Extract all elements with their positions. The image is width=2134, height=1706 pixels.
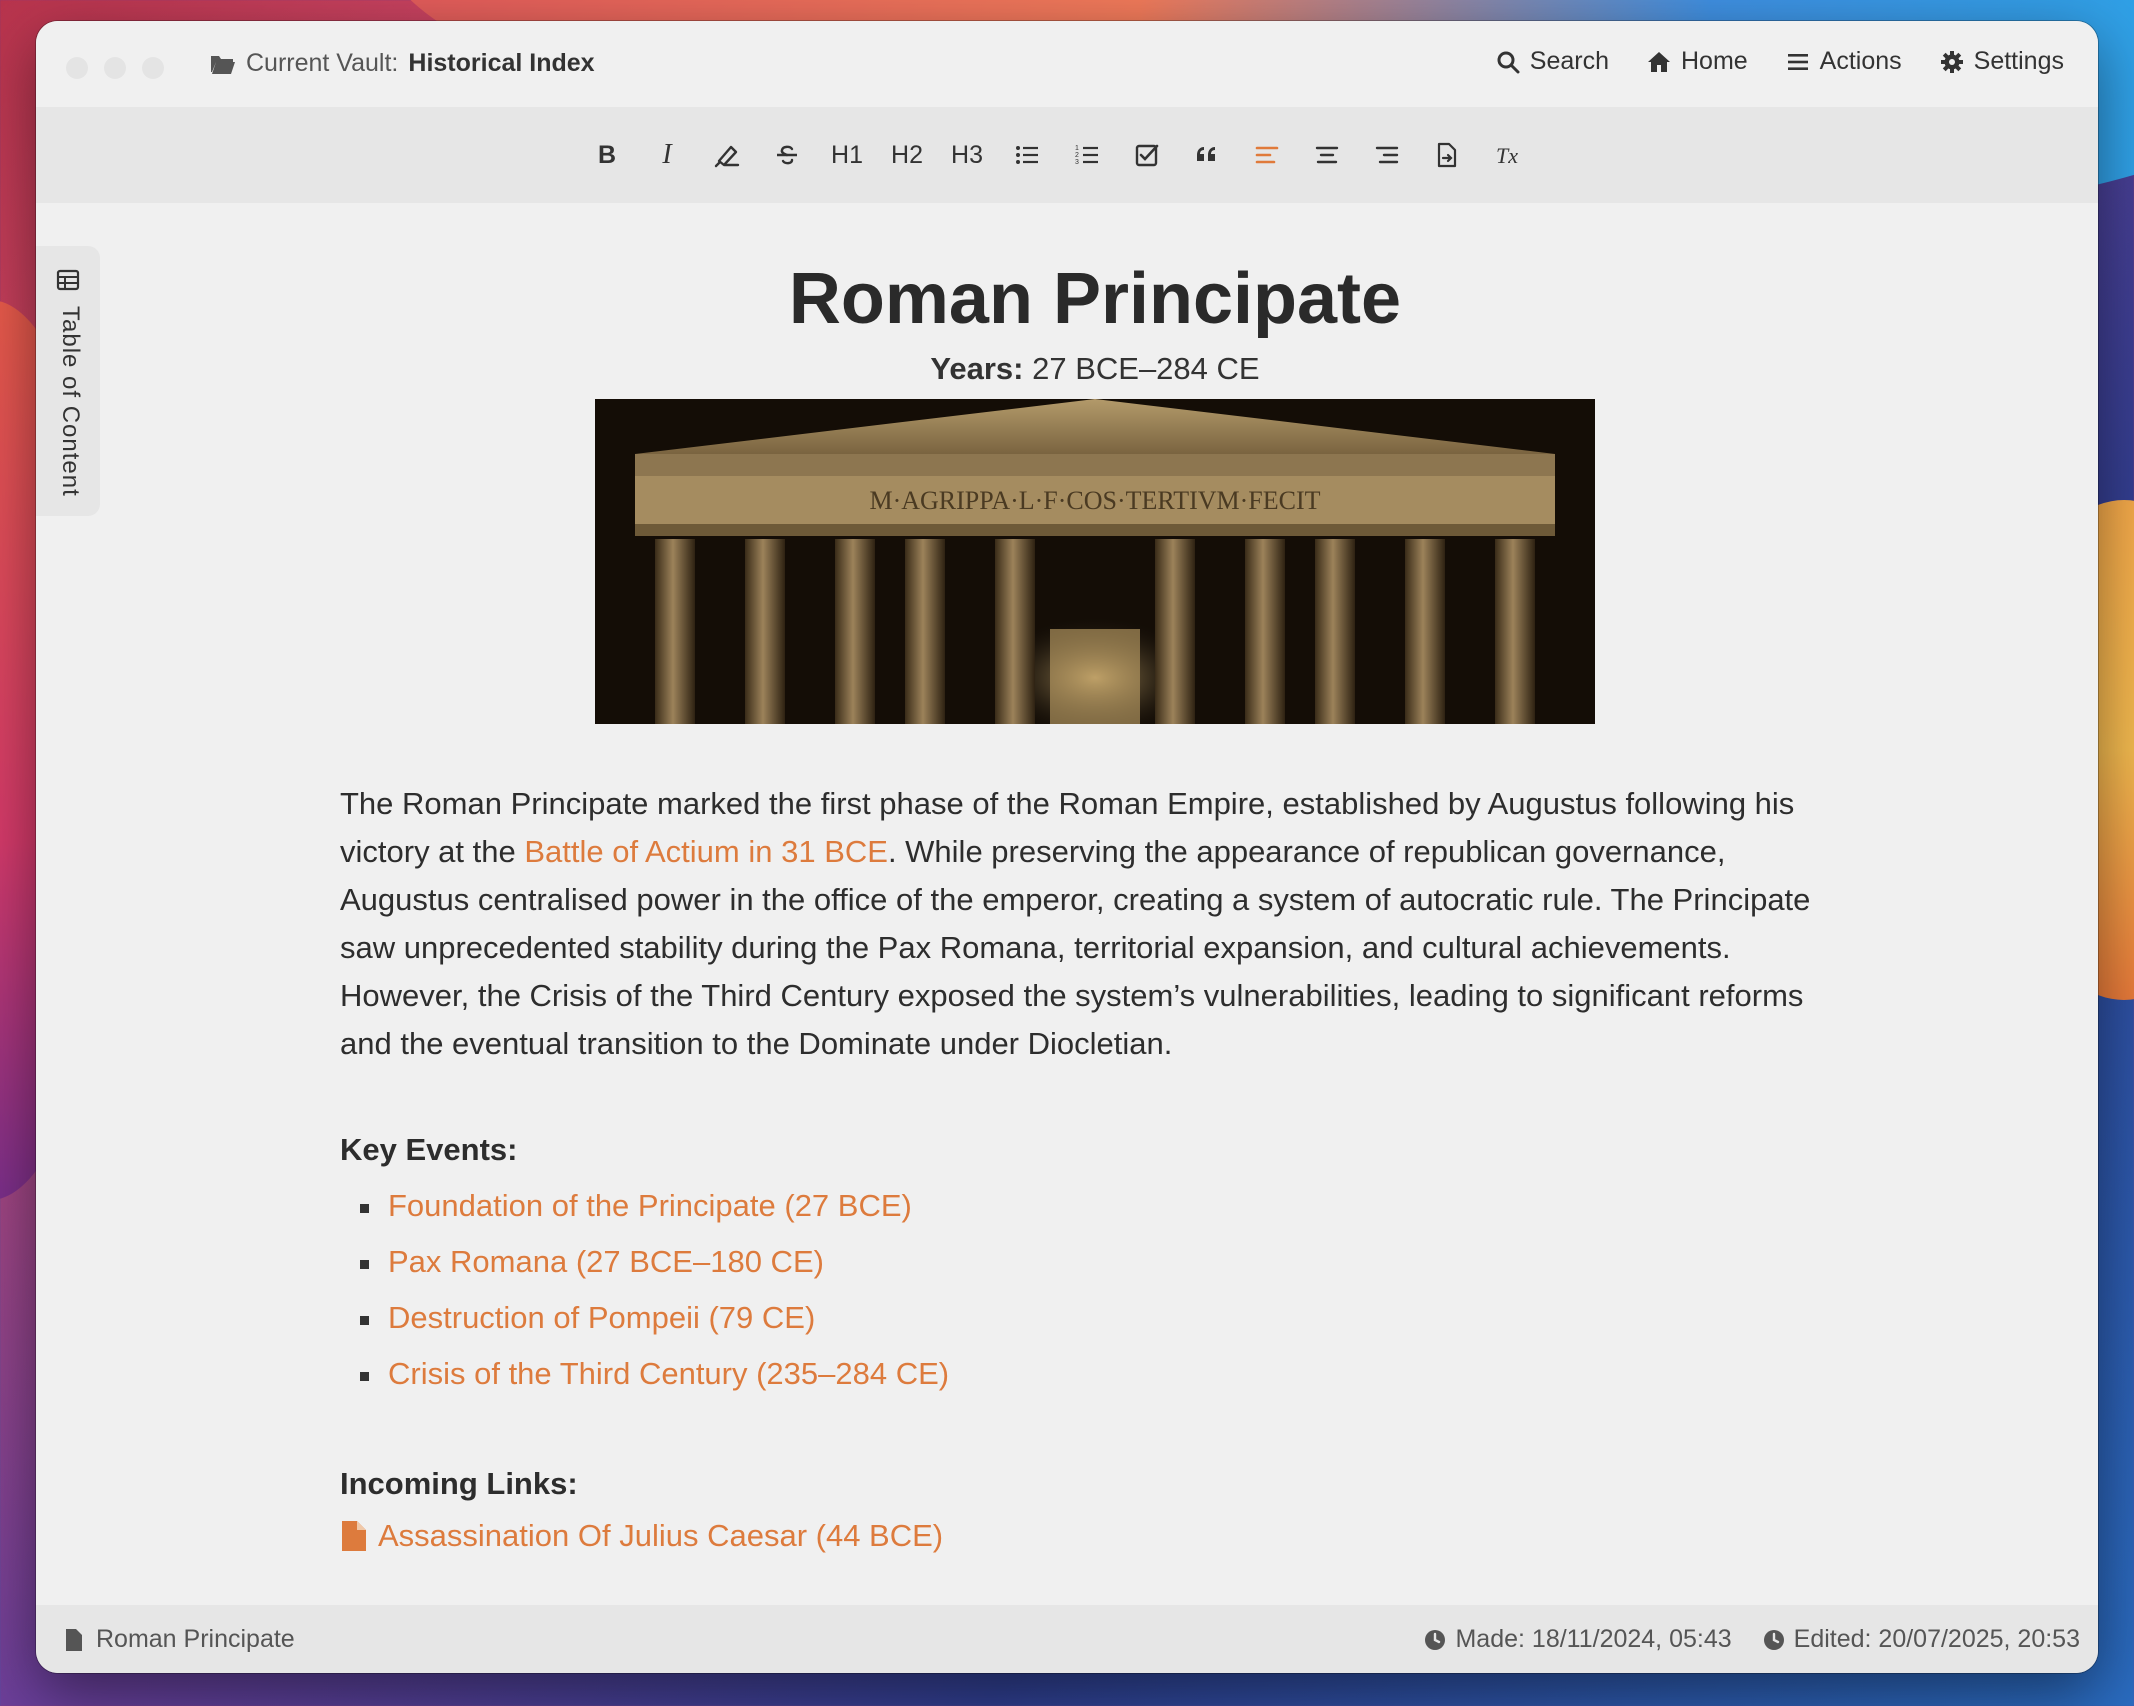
hero-inscription: M·AGRIPPA·L·F·COS·TERTIVM·FECIT bbox=[869, 486, 1321, 515]
numbered-list-button[interactable] bbox=[1057, 125, 1117, 185]
clock-icon bbox=[1423, 1628, 1447, 1652]
settings-button[interactable] bbox=[1940, 47, 2064, 76]
search-icon bbox=[1496, 50, 1520, 74]
window-controls bbox=[66, 57, 164, 79]
page-title: Roman Principate bbox=[788, 259, 1402, 339]
pantheon-image bbox=[595, 399, 1595, 724]
file-export-icon bbox=[1433, 141, 1461, 169]
summary-paragraph bbox=[340, 780, 1850, 1068]
edited-timestamp: Edited: 20/07/2025, 20:53 bbox=[1793, 1625, 2080, 1653]
strikethrough-button[interactable] bbox=[757, 125, 817, 185]
status-doc-name: Roman Principate bbox=[96, 1625, 295, 1653]
quote-icon bbox=[1193, 141, 1221, 169]
svg-text:1: 1 bbox=[1075, 145, 1079, 152]
event-link-foundation[interactable]: Foundation of the Principate (27 BCE) bbox=[388, 1188, 912, 1223]
bold-button[interactable]: B bbox=[597, 140, 617, 169]
incoming-link[interactable]: Assassination Of Julius Caesar (44 BCE) bbox=[378, 1518, 944, 1553]
actions-button[interactable] bbox=[1786, 47, 1902, 76]
made-timestamp: Made: 18/11/2024, 05:43 bbox=[1455, 1625, 1732, 1653]
document-icon bbox=[62, 1628, 86, 1652]
home-label: Home bbox=[1680, 47, 1748, 75]
align-left-button[interactable] bbox=[1237, 125, 1297, 185]
clear-format-icon bbox=[1493, 141, 1521, 169]
event-link-pompeii[interactable]: Destruction of Pompeii (79 CE) bbox=[388, 1300, 816, 1335]
summary-text-end: . While preserving the appearance of republican governance, Augustus centralised power in the office of the emperor, creating a system of autocratic rule. The Principate saw unprecedented stability during the Pax Romana, territorial expansion, and cultural achievements. However, the Crisis of the Third Century exposed the system’s vulnerabilities, leading to significant reforms and the eventual transition to the Dominate under Diocletian. bbox=[340, 834, 1811, 1061]
bullet-list-icon bbox=[1013, 141, 1041, 169]
note-content bbox=[340, 203, 1850, 1554]
bullet-list-button[interactable] bbox=[997, 125, 1057, 185]
svg-text:Tx: Tx bbox=[1496, 143, 1518, 168]
settings-label: Settings bbox=[1973, 47, 2064, 75]
search-button[interactable] bbox=[1496, 47, 1609, 76]
highlight-button[interactable] bbox=[697, 125, 757, 185]
years-line bbox=[340, 351, 1850, 387]
key-events-heading: Key Events: bbox=[340, 1132, 518, 1167]
heading3-button[interactable]: H3 bbox=[951, 140, 983, 169]
align-center-button[interactable] bbox=[1297, 125, 1357, 185]
insert-file-button[interactable] bbox=[1417, 125, 1477, 185]
checklist-button[interactable] bbox=[1117, 125, 1177, 185]
close-window-button[interactable] bbox=[66, 57, 88, 79]
toc-label: Table of Content bbox=[57, 306, 84, 497]
home-icon bbox=[1647, 50, 1671, 74]
key-events-list bbox=[340, 1178, 1850, 1402]
incoming-link-row[interactable] bbox=[340, 1518, 1850, 1554]
years-label: Years: bbox=[930, 351, 1024, 386]
current-vault[interactable] bbox=[210, 49, 595, 78]
align-right-icon bbox=[1373, 141, 1401, 169]
list-item bbox=[340, 1346, 1850, 1402]
heading1-button[interactable]: H1 bbox=[831, 140, 863, 169]
table-icon bbox=[56, 268, 80, 292]
strikethrough-icon bbox=[773, 141, 801, 169]
title-bar bbox=[36, 21, 2098, 107]
align-left-icon bbox=[1253, 141, 1281, 169]
vault-name: Historical Index bbox=[408, 49, 595, 77]
italic-button[interactable]: I bbox=[662, 139, 672, 170]
formatting-toolbar bbox=[36, 107, 2098, 203]
numbered-list-icon bbox=[1073, 141, 1101, 169]
years-value: 27 BCE–284 CE bbox=[1032, 351, 1260, 386]
clear-format-button[interactable] bbox=[1477, 125, 1537, 185]
top-nav bbox=[1496, 47, 2064, 76]
align-right-button[interactable] bbox=[1357, 125, 1417, 185]
vault-prefix: Current Vault: bbox=[246, 49, 399, 77]
align-center-icon bbox=[1313, 141, 1341, 169]
status-bar bbox=[36, 1605, 2098, 1673]
highlighter-icon bbox=[713, 141, 741, 169]
incoming-links-heading: Incoming Links: bbox=[340, 1466, 578, 1501]
event-link-crisis[interactable]: Crisis of the Third Century (235–284 CE) bbox=[388, 1356, 950, 1391]
summary-text-start: The Roman Principate marked the first phase of the Roman Empire, established by Augustus following his victory at the bbox=[340, 786, 1795, 869]
table-of-content-tab[interactable] bbox=[36, 246, 100, 516]
battle-of-actium-link[interactable]: Battle of Actium in 31 BCE bbox=[524, 834, 888, 869]
checkbox-icon bbox=[1133, 141, 1161, 169]
clock-icon bbox=[1762, 1628, 1786, 1652]
svg-text:2: 2 bbox=[1075, 152, 1079, 159]
quote-button[interactable] bbox=[1177, 125, 1237, 185]
actions-label: Actions bbox=[1819, 47, 1902, 75]
heading2-button[interactable]: H2 bbox=[891, 140, 923, 169]
list-item bbox=[340, 1234, 1850, 1290]
minimize-window-button[interactable] bbox=[104, 57, 126, 79]
gear-icon bbox=[1940, 50, 1964, 74]
app-window bbox=[36, 21, 2098, 1673]
zoom-window-button[interactable] bbox=[142, 57, 164, 79]
file-icon bbox=[340, 1520, 368, 1552]
menu-icon bbox=[1786, 50, 1810, 74]
home-button[interactable] bbox=[1647, 47, 1748, 76]
list-item bbox=[340, 1178, 1850, 1234]
search-label: Search bbox=[1529, 47, 1609, 75]
svg-text:3: 3 bbox=[1075, 159, 1079, 166]
event-link-pax-romana[interactable]: Pax Romana (27 BCE–180 CE) bbox=[388, 1244, 824, 1279]
folder-open-icon bbox=[210, 53, 236, 75]
list-item bbox=[340, 1290, 1850, 1346]
